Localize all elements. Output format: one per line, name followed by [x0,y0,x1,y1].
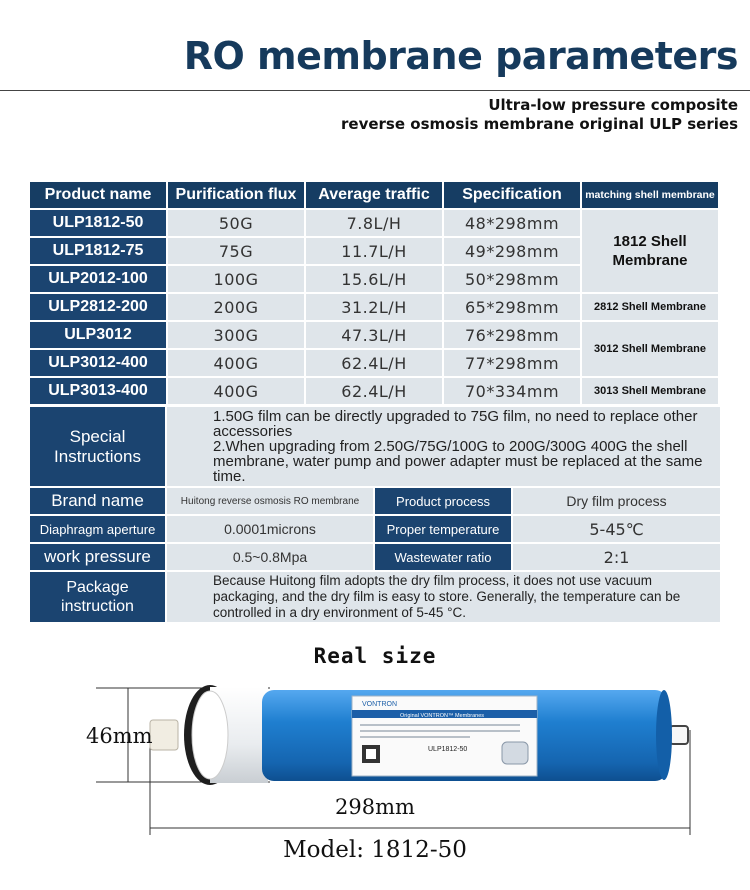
title-divider [0,90,750,91]
left-connector [150,720,178,750]
table-row [30,210,718,236]
aperture-row [30,516,720,542]
package-instruction-text: Because Huitong film adopts the dry film process, it does not use vacuum packaging, and the dry film is easy to store. Generally, the temperature can be controlled in a dry environment of 5-45 °C. [167,572,720,622]
work-pressure-label: work pressure [30,544,165,570]
instruction-2: 2.When upgrading from 2.50G/75G/100G to 200G/300G 400G the shell membrane, water pump and power adapter must be replaced at the same time. [213,438,703,485]
length-dimension: 298mm [335,795,415,819]
traffic-cell: 31.2L/H [306,294,442,320]
traffic-cell: 11.7L/H [306,238,442,264]
label-brand-text: VONTRON [362,701,397,708]
product-process-label: Product process [375,488,511,514]
product-name-cell: ULP3012-400 [30,350,166,376]
header-specification: Specification [444,182,580,208]
spec-cell: 77*298mm [444,350,580,376]
flux-cell: 75G [168,238,304,264]
flux-cell: 200G [168,294,304,320]
subtitle-line-1: Ultra-low pressure composite [488,96,738,114]
flux-cell: 300G [168,322,304,348]
traffic-cell: 47.3L/H [306,322,442,348]
pressure-row [30,544,720,570]
table-row [30,378,718,404]
traffic-cell: 62.4L/H [306,350,442,376]
label-qr-inner [366,749,376,759]
special-instructions-label: Special Instructions [30,407,165,486]
work-pressure-value: 0.5~0.8Mpa [167,544,373,570]
table-row [30,322,718,348]
proper-temperature-value: 5-45℃ [513,516,720,542]
header-purification-flux: Purification flux [168,182,304,208]
proper-temperature-label: Proper temperature [375,516,511,542]
end-cap-face [192,691,228,779]
diaphragm-aperture-value: 0.0001microns [167,516,373,542]
subtitle-line-2: reverse osmosis membrane original ULP series [341,115,738,133]
product-name-cell: ULP1812-75 [30,238,166,264]
label-logo-box [502,742,528,764]
flux-cell: 400G [168,378,304,404]
header-average-traffic: Average traffic [306,182,442,208]
wastewater-ratio-value: 2:1 [513,544,720,570]
brand-name-value: Huitong reverse osmosis RO membrane [167,488,373,514]
spec-cell: 70*334mm [444,378,580,404]
details-table [28,405,722,624]
spec-table [28,180,720,406]
package-instruction-label: Package instruction [30,572,165,622]
spec-cell: 49*298mm [444,238,580,264]
diameter-dimension: 46mm [86,724,153,748]
model-value: 1812-50 [371,837,467,863]
shell-1812-cell: 1812 Shell Membrane [582,210,718,292]
shell-3012-cell: 3012 Shell Membrane [582,322,718,376]
spec-cell: 76*298mm [444,322,580,348]
shell-3013-cell: 3013 Shell Membrane [582,378,718,404]
wastewater-ratio-label: Wastewater ratio [375,544,511,570]
spec-cell: 48*298mm [444,210,580,236]
membrane-end [656,690,672,780]
flux-cell: 50G [168,210,304,236]
traffic-cell: 7.8L/H [306,210,442,236]
product-name-cell: ULP3012 [30,322,166,348]
table-row [30,294,718,320]
model-label: Model: [283,837,364,863]
flux-cell: 400G [168,350,304,376]
subtitle [341,96,738,134]
page-title: RO membrane parameters [183,34,738,78]
product-name-cell: ULP2812-200 [30,294,166,320]
traffic-cell: 62.4L/H [306,378,442,404]
traffic-cell: 15.6L/H [306,266,442,292]
label-sub-text: Original VONTRON™ Membranes [400,713,485,719]
product-name-cell: ULP1812-50 [30,210,166,236]
special-instructions-text [167,407,720,486]
brand-row [30,488,720,514]
shell-2812-cell: 2812 Shell Membrane [582,294,718,320]
product-name-cell: ULP3013-400 [30,378,166,404]
product-process-value: Dry film process [513,488,720,514]
brand-name-label: Brand name [30,488,165,514]
right-connector [670,726,688,744]
product-name-cell: ULP2012-100 [30,266,166,292]
special-instructions-row [30,407,720,486]
header-matching-shell: matching shell membrane [582,182,718,208]
spec-cell: 50*298mm [444,266,580,292]
label-model-text: ULP1812-50 [428,746,468,753]
header-product-name: Product name [30,182,166,208]
flux-cell: 100G [168,266,304,292]
package-row [30,572,720,622]
model-caption [0,837,750,863]
spec-cell: 65*298mm [444,294,580,320]
instruction-1: 1.50G film can be directly upgraded to 75G film, no need to replace other accessories [213,408,698,440]
real-size-heading: Real size [313,644,437,668]
spec-header-row [30,182,718,208]
diaphragm-aperture-label: Diaphragm aperture [30,516,165,542]
